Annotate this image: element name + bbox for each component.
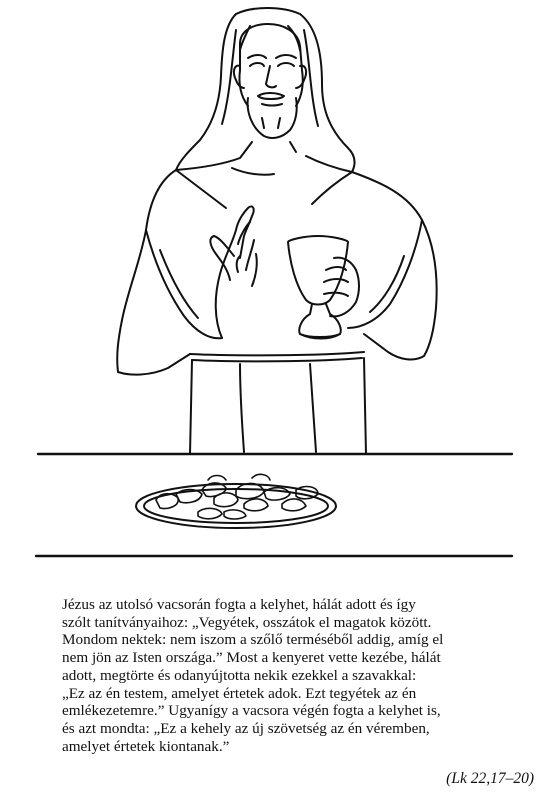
scripture-reference: (Lk 22,17–20) [446, 770, 534, 787]
passage-line: Mondom nektek: nem iszom a szőlő terméséből addig, amíg el [62, 631, 444, 649]
passage-line: amelyet értetek kiontanak.” [62, 737, 230, 755]
robe-outline [117, 170, 190, 375]
passage-line: adott, megtörte és odanyújtotta nekik ezekkel a szavakkal: [62, 666, 417, 684]
passage-line: és azt mondta: „Ez a kehely az új szövetség az én véremben, [62, 719, 430, 737]
passage-line: szólt tanítványaihoz: „Vegyétek, osszátok el magatok között. [62, 613, 432, 631]
robe-sash [190, 352, 364, 355]
passage-line: nem jön az Isten országa.” Most a kenyeret vette kezébe, hálát [62, 649, 441, 667]
chalice-cup [288, 236, 348, 305]
passage-line: „Ez az én testem, amelyet értetek adok. Ezt tegyétek az én [62, 684, 417, 702]
passage-line: Jézus az utolsó vacsorán fogta a kelyhet, hálát adott és így [62, 596, 416, 613]
bread-pieces [156, 474, 318, 519]
mustache [258, 93, 284, 99]
bible-passage-text [62, 596, 532, 755]
passage-line: emlékezetemre.” Ugyanígy a vacsora végén fogta a kelyhet is, [62, 702, 441, 720]
beard [248, 98, 297, 138]
blessing-hand [216, 206, 254, 338]
